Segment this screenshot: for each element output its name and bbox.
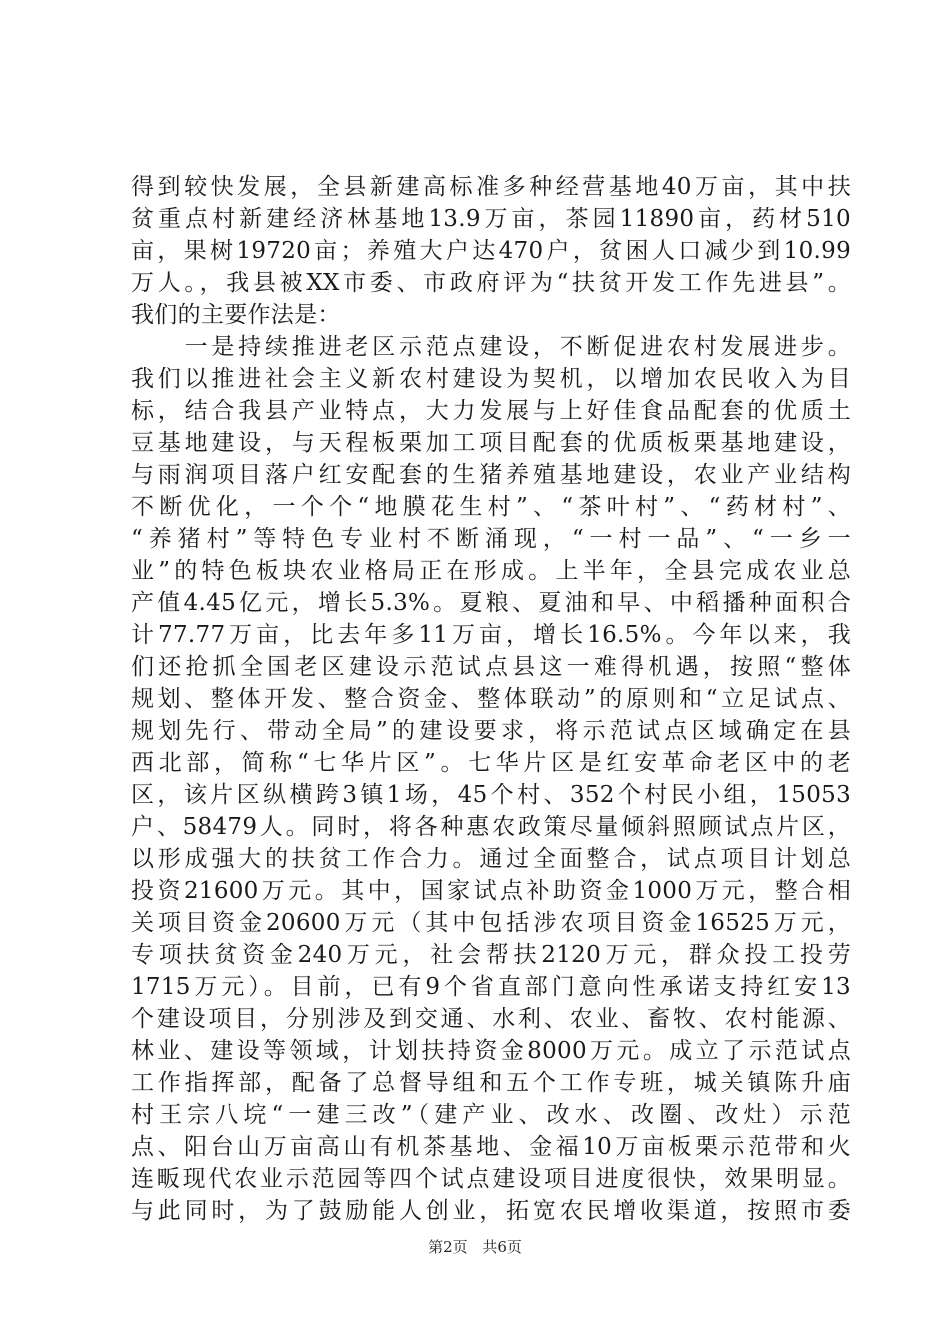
page-footer <box>0 1237 950 1257</box>
text-line: 投资21600万元。其中，国家试点补助资金1000万元，整合相 <box>131 878 851 904</box>
text-line: 我们以推进社会主义新农村建设为契机，以增加农民收入为目 <box>131 366 851 392</box>
text-line: 连畈现代农业示范园等四个试点建设项目进度很快，效果明显。 <box>131 1166 851 1192</box>
text-line: 与此同时，为了鼓励能人创业，拓宽农民增收渠道，按照市委 <box>131 1198 851 1224</box>
text-line: 产值4.45亿元，增长5.3%。夏粮、夏油和早、中稻播种面积合 <box>131 590 851 616</box>
page-number: 第2页 <box>428 1238 468 1256</box>
text-line: 一是持续推进老区示范点建设，不断促进农村发展进步。 <box>131 334 851 360</box>
text-line: 贫重点村新建经济林基地13.9万亩，茶园11890亩，药材510 <box>131 206 851 232</box>
text-line: 关项目资金20600万元（其中包括涉农项目资金16525万元， <box>131 910 851 936</box>
text-line: 亩，果树19720亩；养殖大户达470户，贫困人口减少到10.99 <box>131 238 851 264</box>
text-line: 标，结合我县产业特点，大力发展与上好佳食品配套的优质土 <box>131 398 851 424</box>
text-line: 点、阳台山万亩高山有机茶基地、金福10万亩板栗示范带和火 <box>131 1134 851 1160</box>
text-line: 业”的特色板块农业格局正在形成。上半年，全县完成农业总 <box>131 558 851 584</box>
body-text <box>131 171 851 1227</box>
text-line: 个建设项目，分别涉及到交通、水利、农业、畜牧、农村能源、 <box>131 1006 851 1032</box>
text-line: 规划先行、带动全局”的建设要求，将示范试点区域确定在县 <box>131 718 851 744</box>
page-total: 共6页 <box>482 1238 522 1256</box>
text-line: 与雨润项目落户红安配套的生猪养殖基地建设，农业产业结构 <box>131 462 851 488</box>
text-line: 西北部，简称“七华片区”。七华片区是红安革命老区中的老 <box>131 750 851 776</box>
text-line: 豆基地建设，与天程板栗加工项目配套的优质板栗基地建设， <box>131 430 851 456</box>
text-line: 1715万元）。目前，已有9个省直部门意向性承诺支持红安13 <box>131 974 851 1000</box>
text-line: 工作指挥部，配备了总督导组和五个工作专班，城关镇陈升庙 <box>131 1070 851 1096</box>
text-line: 得到较快发展，全县新建高标准多种经营基地40万亩，其中扶 <box>131 174 851 200</box>
text-line: 专项扶贫资金240万元，社会帮扶2120万元，群众投工投劳 <box>131 942 851 968</box>
text-line: 林业、建设等领域，计划扶持资金8000万元。成立了示范试点 <box>131 1038 851 1064</box>
text-line: 区，该片区纵横跨3镇1场，45个村、352个村民小组，15053 <box>131 782 851 808</box>
text-line: 规划、整体开发、整合资金、整体联动”的原则和“立足试点、 <box>131 686 851 712</box>
text-line: 我们的主要作法是： <box>131 302 341 328</box>
text-line: 万人。，我县被XX市委、市政府评为“扶贫开发工作先进县”。 <box>131 270 851 296</box>
text-line: 计77.77万亩，比去年多11万亩，增长16.5%。今年以来，我 <box>131 622 851 648</box>
text-line: “养猪村”等特色专业村不断涌现，“一村一品”、“一乡一 <box>131 526 851 552</box>
text-line: 们还抢抓全国老区建设示范试点县这一难得机遇，按照“整体 <box>131 654 851 680</box>
text-line: 以形成强大的扶贫工作合力。通过全面整合，试点项目计划总 <box>131 846 851 872</box>
text-line: 不断优化，一个个“地膜花生村”、“茶叶村”、“药材村”、 <box>131 494 851 520</box>
text-line: 村王宗八垸“一建三改”（建产业、改水、改圈、改灶）示范 <box>131 1102 851 1128</box>
text-line: 户、58479人。同时，将各种惠农政策尽量倾斜照顾试点片区， <box>131 814 851 840</box>
